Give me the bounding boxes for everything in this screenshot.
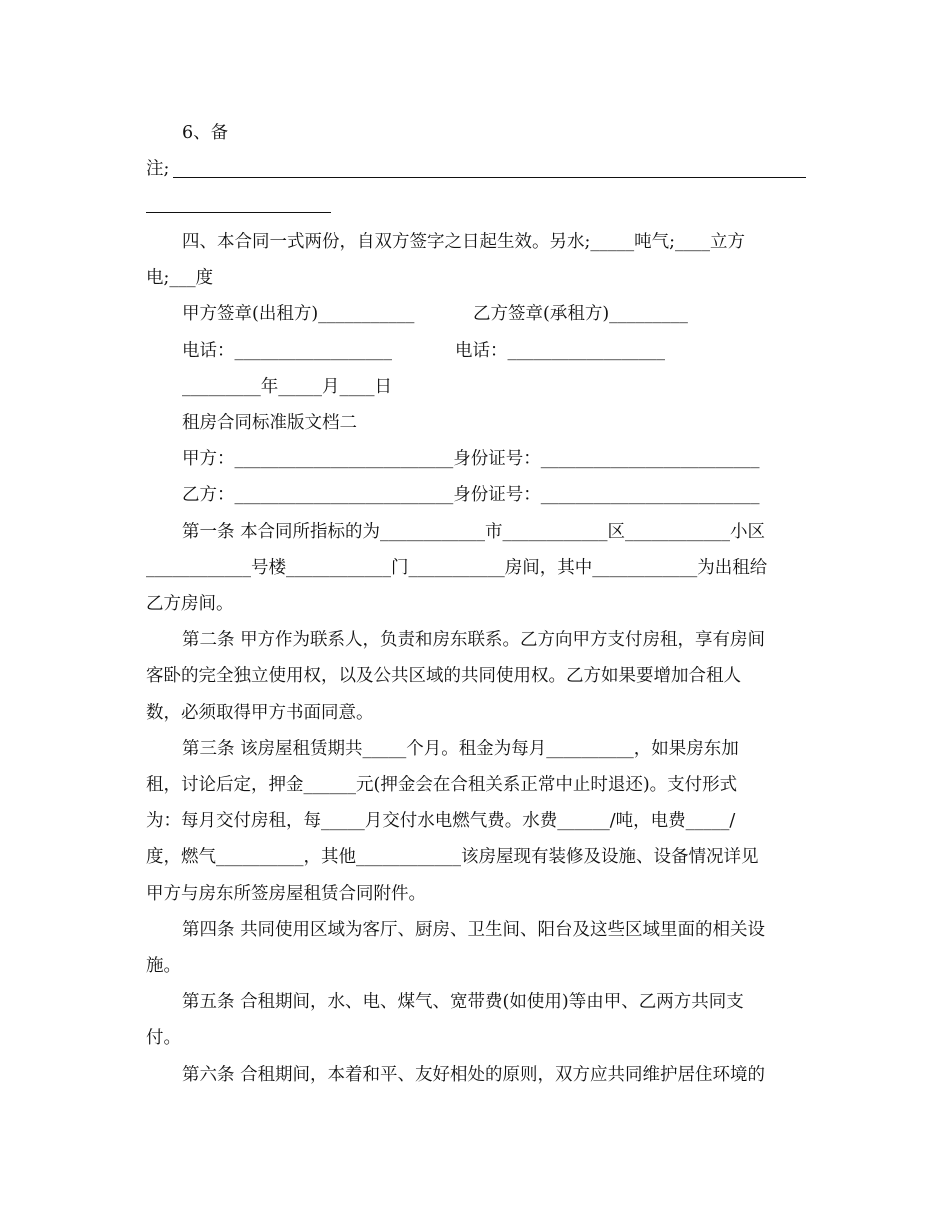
article-3-line-5: 甲方与房东所签房屋租赁合同附件。 xyxy=(146,884,426,904)
article-3-line-3: 为：每月交付房租，每_____月交付水电燃气费。水费______/吨，电费_____/ xyxy=(146,811,736,831)
phone-party-b: 电话：__________________ xyxy=(455,341,665,361)
party-b-id-line: 乙方：_________________________身份证号：_________________________ xyxy=(182,485,760,505)
article-4-line-2: 施。 xyxy=(146,956,181,976)
date-line: _________年_____月____日 xyxy=(182,377,392,397)
note-blank-line-1 xyxy=(173,177,806,178)
article-4-line-1: 第四条 共同使用区域为客厅、厨房、卫生间、阳台及这些区域里面的相关设 xyxy=(182,920,766,940)
party-a-id-line: 甲方：_________________________身份证号：_________________________ xyxy=(182,449,760,469)
article-5-line-1: 第五条 合租期间，水、电、煤气、宽带费(如使用)等由甲、乙两方共同支 xyxy=(182,992,744,1012)
article-2-line-1: 第二条 甲方作为联系人，负责和房东联系。乙方向甲方支付房租，享有房间 xyxy=(182,630,766,650)
article-2-line-2: 客卧的完全独立使用权，以及公共区域的共同使用权。乙方如果要增加合租人 xyxy=(146,666,741,686)
article-1-line-3: 乙方房间。 xyxy=(146,594,234,614)
phone-party-a: 电话：__________________ xyxy=(182,341,392,361)
note-blank-line-2 xyxy=(146,212,331,213)
electricity-line: 电;___度 xyxy=(146,268,214,288)
effect-clause-line: 四、本合同一式两份，自双方签字之日起生效。另水;_____吨气;____立方 xyxy=(182,232,746,252)
article-1-line-1: 第一条 本合同所指标的为____________市____________区____________小区 xyxy=(182,522,766,542)
article-2-line-3: 数，必须取得甲方书面同意。 xyxy=(146,703,374,723)
article-5-line-2: 付。 xyxy=(146,1028,181,1048)
note6-heading: 6、备 xyxy=(182,123,229,143)
note6-label: 注; xyxy=(146,159,170,179)
signature-party-a: 甲方签章(出租方)___________ xyxy=(182,304,415,324)
article-3-line-4: 度，燃气__________，其他____________该房屋现有装修及设施、设备情况详见 xyxy=(146,847,759,867)
article-3-line-1: 第三条 该房屋租赁期共_____个月。租金为每月__________，如果房东加 xyxy=(182,739,739,759)
article-1-line-2: ____________号楼____________门___________房间，其中____________为出租给 xyxy=(146,558,768,578)
signature-party-b: 乙方签章(承租方)_________ xyxy=(473,304,688,324)
article-3-line-2: 租，讨论后定，押金______元(押金会在合租关系正常中止时退还)。支付形式 xyxy=(146,775,738,795)
article-6-line-1: 第六条 合租期间，本着和平、友好相处的原则，双方应共同维护居住环境的 xyxy=(182,1065,766,1085)
document-two-title: 租房合同标准版文档二 xyxy=(182,413,357,433)
